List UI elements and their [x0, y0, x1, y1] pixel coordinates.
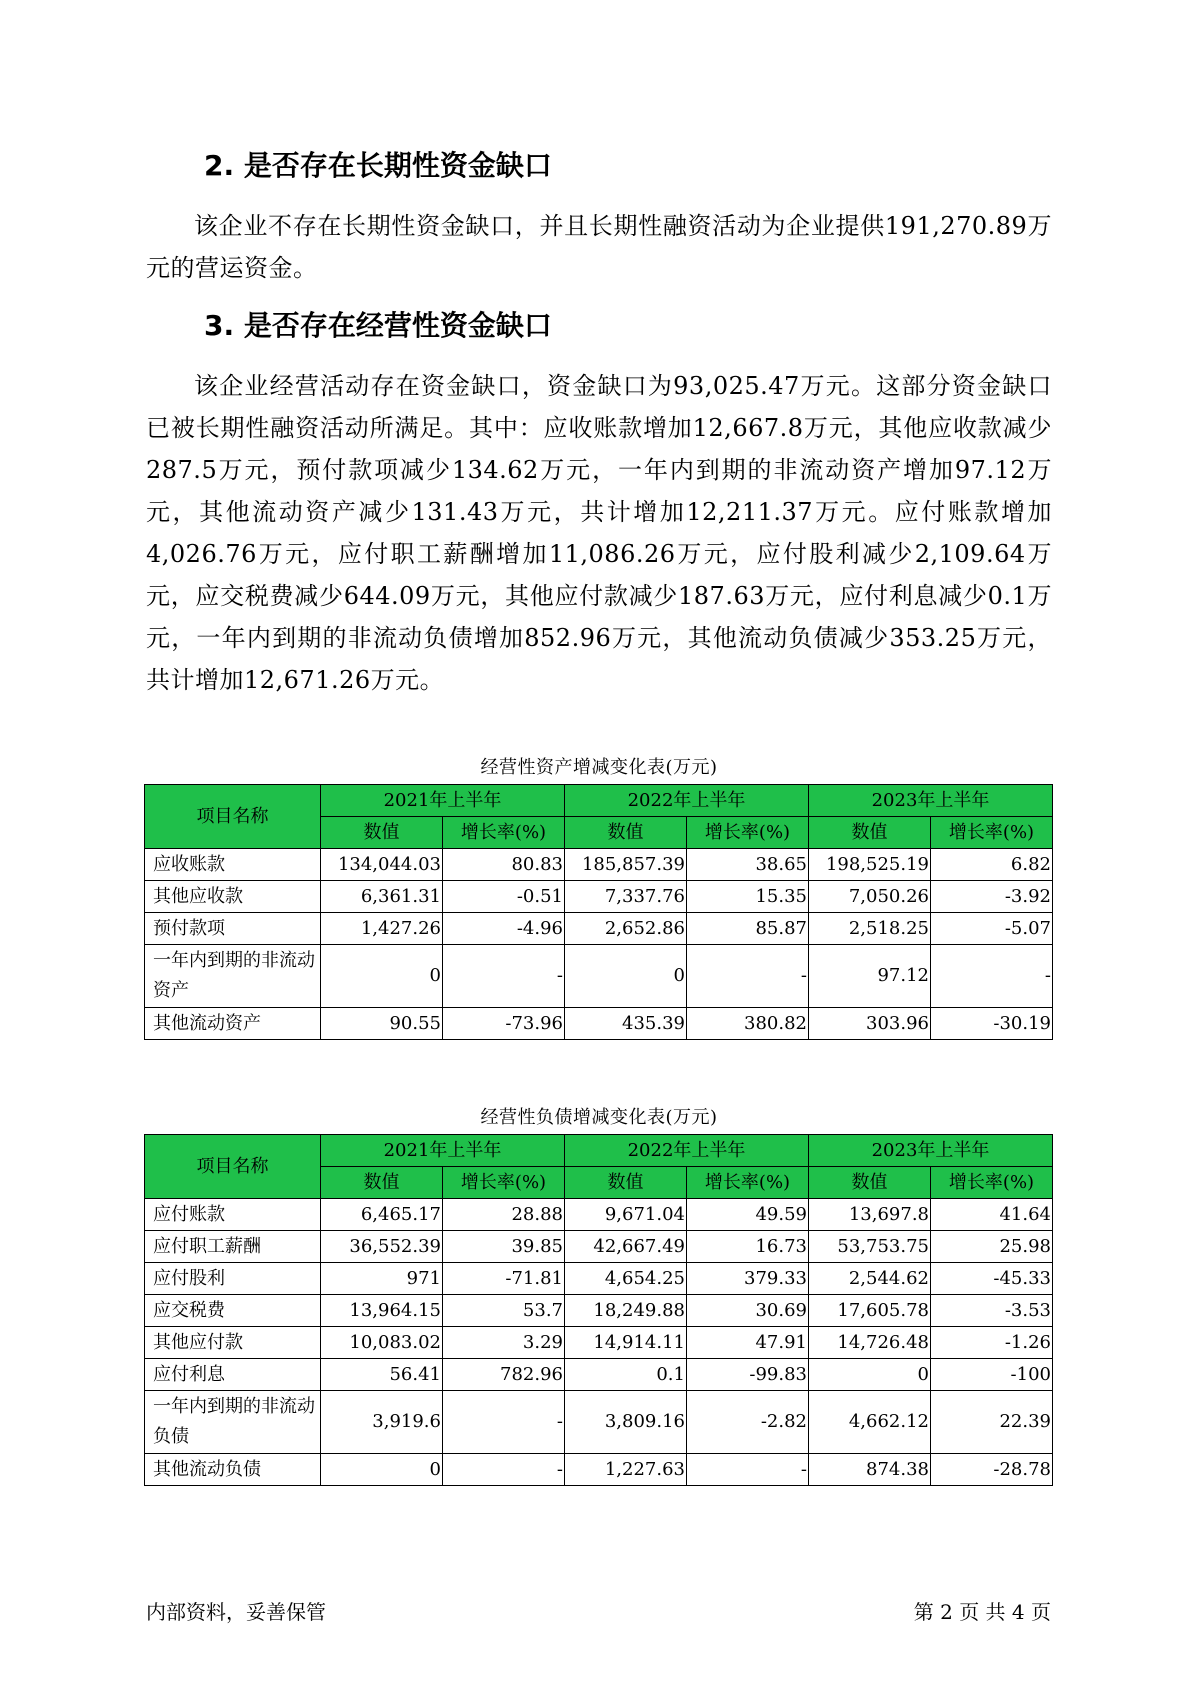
cell-value: 13,964.15	[321, 1295, 443, 1327]
cell-growth-rate: 30.69	[687, 1295, 809, 1327]
header-value: 数值	[321, 1167, 443, 1199]
table-row	[145, 849, 1053, 881]
cell-value: 1,227.63	[565, 1454, 687, 1486]
cell-value: 14,914.11	[565, 1327, 687, 1359]
cell-value: 14,726.48	[809, 1327, 931, 1359]
cell-value: 2,544.62	[809, 1263, 931, 1295]
section-paragraph-long-term: 该企业不存在长期性资金缺口，并且长期性融资活动为企业提供191,270.89万元的营运资金。	[146, 212, 1052, 282]
header-item-name: 项目名称	[145, 1135, 321, 1199]
cell-value: 36,552.39	[321, 1231, 443, 1263]
cell-value: 6,465.17	[321, 1199, 443, 1231]
cell-growth-rate: 38.65	[687, 849, 809, 881]
table-row	[145, 913, 1053, 945]
cell-growth-rate: -99.83	[687, 1359, 809, 1391]
header-value: 数值	[809, 1167, 931, 1199]
cell-value: 42,667.49	[565, 1231, 687, 1263]
cell-value: 90.55	[321, 1008, 443, 1040]
header-item-name: 项目名称	[145, 785, 321, 849]
table-row	[145, 1295, 1053, 1327]
header-value: 数值	[809, 817, 931, 849]
row-item-name: 应付利息	[145, 1359, 321, 1391]
cell-growth-rate: -73.96	[443, 1008, 565, 1040]
cell-growth-rate: -30.19	[931, 1008, 1053, 1040]
section-paragraph-operating: 该企业经营活动存在资金缺口，资金缺口为93,025.47万元。这部分资金缺口已被长期性融资活动所满足。其中：应收账款增加12,667.8万元，其他应收款减少287.5万元，预付款项减少134.62万元，一年内到期的非流动资产增加97.12万元，其他流动资产减少131.43万元，共计增加12,211.37万元。应付账款增加4,026.76万元，应付职工薪酬增加11,086.26万元，应付股利减少2,109.64万元，应交税费减少644.09万元，其他应付款减少187.63万元，应付利息减少0.1万元，一年内到期的非流动负债增加852.96万元，其他流动负债减少353.25万元，共计增加12,671.26万元。	[146, 372, 1052, 694]
cell-growth-rate: -	[687, 945, 809, 1008]
row-item-name: 其他应收款	[145, 881, 321, 913]
cell-value: 7,050.26	[809, 881, 931, 913]
cell-growth-rate: -	[443, 1391, 565, 1454]
cell-value: 18,249.88	[565, 1295, 687, 1327]
cell-growth-rate: -71.81	[443, 1263, 565, 1295]
cell-growth-rate: 22.39	[931, 1391, 1053, 1454]
table-row	[145, 1008, 1053, 1040]
section-heading-operating: 3. 是否存在经营性资金缺口	[204, 309, 552, 342]
header-period: 2021年上半年	[321, 1135, 565, 1167]
header-value: 数值	[565, 1167, 687, 1199]
page-number: 第 2 页 共 4 页	[913, 1600, 1051, 1624]
table-row	[145, 1327, 1053, 1359]
cell-value: 0	[321, 1454, 443, 1486]
cell-growth-rate: -	[443, 945, 565, 1008]
table-row	[145, 1359, 1053, 1391]
table-row	[145, 881, 1053, 913]
cell-value: 4,654.25	[565, 1263, 687, 1295]
table-caption-assets: 经营性资产增减变化表(万元)	[480, 757, 718, 778]
cell-growth-rate: -45.33	[931, 1263, 1053, 1295]
cell-value: 3,809.16	[565, 1391, 687, 1454]
row-item-name: 应付职工薪酬	[145, 1231, 321, 1263]
cell-growth-rate: 379.33	[687, 1263, 809, 1295]
cell-growth-rate: -100	[931, 1359, 1053, 1391]
cell-value: 17,605.78	[809, 1295, 931, 1327]
cell-growth-rate: 39.85	[443, 1231, 565, 1263]
cell-growth-rate: 16.73	[687, 1231, 809, 1263]
row-item-name: 应付账款	[145, 1199, 321, 1231]
cell-growth-rate: 49.59	[687, 1199, 809, 1231]
cell-value: 874.38	[809, 1454, 931, 1486]
table-caption-liabilities: 经营性负债增减变化表(万元)	[480, 1107, 718, 1128]
cell-value: 10,083.02	[321, 1327, 443, 1359]
table-row	[145, 1263, 1053, 1295]
cell-value: 2,518.25	[809, 913, 931, 945]
row-item-name: 应收账款	[145, 849, 321, 881]
cell-value: 303.96	[809, 1008, 931, 1040]
cell-growth-rate: 3.29	[443, 1327, 565, 1359]
cell-value: 198,525.19	[809, 849, 931, 881]
cell-growth-rate: -3.92	[931, 881, 1053, 913]
header-growth: 增长率(%)	[443, 817, 565, 849]
row-item-name: 一年内到期的非流动负债	[145, 1391, 321, 1454]
cell-growth-rate: 25.98	[931, 1231, 1053, 1263]
header-growth: 增长率(%)	[931, 1167, 1053, 1199]
footer-note: 内部资料，妥善保管	[146, 1600, 326, 1624]
cell-growth-rate: 53.7	[443, 1295, 565, 1327]
table-row	[145, 1454, 1053, 1486]
table-row	[145, 1199, 1053, 1231]
row-item-name: 其他流动负债	[145, 1454, 321, 1486]
row-item-name: 应交税费	[145, 1295, 321, 1327]
cell-value: 971	[321, 1263, 443, 1295]
cell-value: 13,697.8	[809, 1199, 931, 1231]
cell-growth-rate: -	[443, 1454, 565, 1486]
operating-assets-table	[144, 784, 1053, 1040]
cell-growth-rate: -5.07	[931, 913, 1053, 945]
cell-growth-rate: -28.78	[931, 1454, 1053, 1486]
cell-value: 6,361.31	[321, 881, 443, 913]
table-row	[145, 1231, 1053, 1263]
cell-value: 1,427.26	[321, 913, 443, 945]
cell-value: 4,662.12	[809, 1391, 931, 1454]
cell-value: 97.12	[809, 945, 931, 1008]
cell-growth-rate: 380.82	[687, 1008, 809, 1040]
cell-value: 185,857.39	[565, 849, 687, 881]
cell-value: 435.39	[565, 1008, 687, 1040]
cell-growth-rate: -1.26	[931, 1327, 1053, 1359]
cell-growth-rate: 15.35	[687, 881, 809, 913]
cell-value: 53,753.75	[809, 1231, 931, 1263]
cell-value: 0	[321, 945, 443, 1008]
cell-growth-rate: -4.96	[443, 913, 565, 945]
row-item-name: 一年内到期的非流动资产	[145, 945, 321, 1008]
header-growth: 增长率(%)	[443, 1167, 565, 1199]
cell-growth-rate: 6.82	[931, 849, 1053, 881]
cell-growth-rate: -0.51	[443, 881, 565, 913]
header-period: 2021年上半年	[321, 785, 565, 817]
table-row	[145, 945, 1053, 1008]
section-heading-long-term: 2. 是否存在长期性资金缺口	[204, 149, 552, 182]
header-value: 数值	[321, 817, 443, 849]
cell-value: 2,652.86	[565, 913, 687, 945]
cell-growth-rate: -	[687, 1454, 809, 1486]
row-item-name: 其他应付款	[145, 1327, 321, 1359]
cell-growth-rate: 782.96	[443, 1359, 565, 1391]
header-growth: 增长率(%)	[687, 1167, 809, 1199]
cell-growth-rate: -	[931, 945, 1053, 1008]
row-item-name: 其他流动资产	[145, 1008, 321, 1040]
cell-growth-rate: 41.64	[931, 1199, 1053, 1231]
cell-value: 56.41	[321, 1359, 443, 1391]
cell-growth-rate: 80.83	[443, 849, 565, 881]
header-value: 数值	[565, 817, 687, 849]
cell-value: 134,044.03	[321, 849, 443, 881]
header-period: 2023年上半年	[809, 1135, 1053, 1167]
header-period: 2022年上半年	[565, 785, 809, 817]
cell-growth-rate: 28.88	[443, 1199, 565, 1231]
table-row	[145, 1391, 1053, 1454]
row-item-name: 应付股利	[145, 1263, 321, 1295]
cell-value: 9,671.04	[565, 1199, 687, 1231]
cell-value: 3,919.6	[321, 1391, 443, 1454]
cell-value: 7,337.76	[565, 881, 687, 913]
cell-growth-rate: -2.82	[687, 1391, 809, 1454]
operating-liabilities-table	[144, 1134, 1053, 1486]
header-growth: 增长率(%)	[687, 817, 809, 849]
cell-value: 0	[565, 945, 687, 1008]
header-period: 2023年上半年	[809, 785, 1053, 817]
row-item-name: 预付款项	[145, 913, 321, 945]
cell-value: 0	[809, 1359, 931, 1391]
cell-growth-rate: -3.53	[931, 1295, 1053, 1327]
cell-growth-rate: 47.91	[687, 1327, 809, 1359]
header-growth: 增长率(%)	[931, 817, 1053, 849]
cell-growth-rate: 85.87	[687, 913, 809, 945]
header-period: 2022年上半年	[565, 1135, 809, 1167]
cell-value: 0.1	[565, 1359, 687, 1391]
